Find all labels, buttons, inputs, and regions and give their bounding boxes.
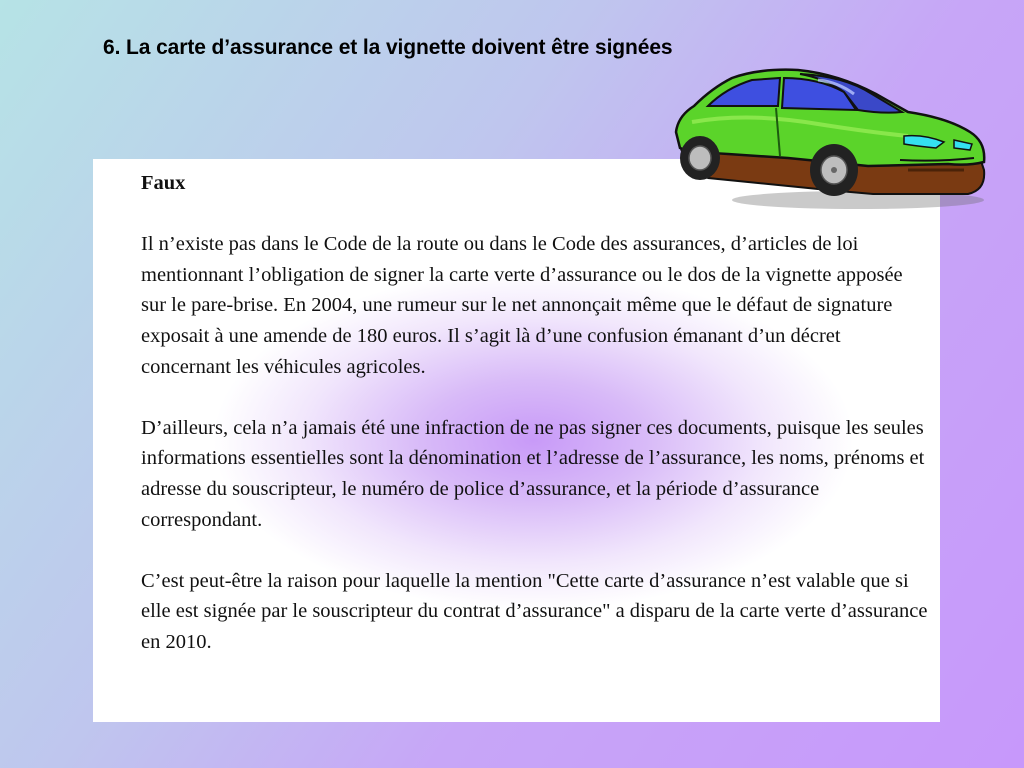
paragraph-2: D’ailleurs, cela n’a jamais été une infraction de ne pas signer ces documents, puisque les seules informations essentielles sont la dénomination et l’adresse de l’assurance, les noms, prénoms et adresse du souscripteur, le numéro de police d’assurance, et la période d’assurance correspondant. [141,416,925,531]
car-clipart-icon [668,66,990,212]
paragraph-1: Il n’existe pas dans le Code de la route ou dans le Code des assurances, d’articles de loi mentionnant l’obligation de signer la carte verte d’assurance ou le dos de la vignette apposée sur le pare-brise. En 2004, une rumeur sur le net annonçait même que le défaut de signature exposait à une amende de 180 euros. Il s’agit là d’une confusion émanant d’un décret concernant les véhicules agricoles. [141,233,903,378]
content-box [93,159,940,722]
paragraph-3: C’est peut-être la raison pour laquelle la mention "Cette carte d’assurance n’est valable que si elle est signée par le souscripteur du contrat d’assurance" a disparu de la carte verte d’assurance en 2010. [141,569,928,653]
verdict-label: Faux [141,172,186,194]
slide-title: 6. La carte d’assurance et la vignette doivent être signées [103,36,673,59]
content-text [141,168,931,688]
